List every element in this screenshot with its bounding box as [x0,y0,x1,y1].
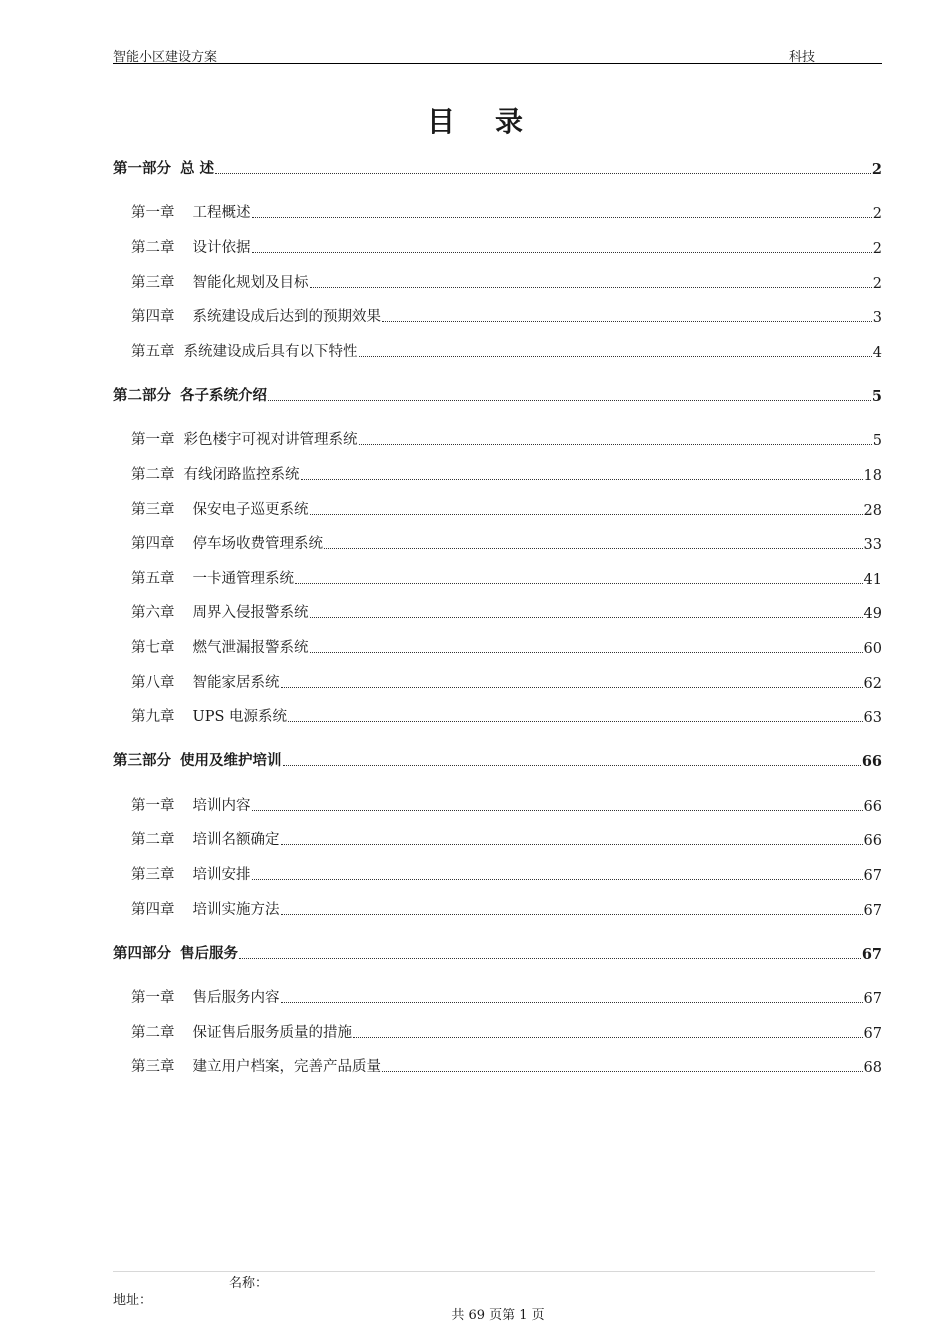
toc-entry-number: 第三章 [131,275,175,291]
header-company: 科技 [789,50,816,65]
toc-entry-title: 一卡通管理系统 [192,571,294,587]
toc-entry-title: 保证售后服务质量的措施 [192,1025,352,1041]
toc-dot-leader [252,251,872,253]
toc-entry-title: 各子系统介绍 [180,387,267,404]
toc-entry-number: 第四章 [131,902,175,918]
toc-entry-number: 第八章 [131,675,175,691]
toc-dot-leader [215,172,871,174]
toc-dot-leader [283,764,861,766]
toc-entry-title: 售后服务 [180,945,238,962]
toc-chapter-entry[interactable] [113,339,882,361]
toc-entry-number: 第六章 [131,605,175,621]
toc-entry-number: 第四章 [131,536,175,552]
toc-chapter-entry[interactable] [113,600,882,622]
toc-chapter-entry[interactable] [113,862,882,884]
toc-dot-leader [359,443,872,445]
toc-chapter-entry[interactable] [113,827,882,849]
toc-entry-page: 67 [861,946,882,963]
toc-entry-title: 建立用户档案，完善产品质量 [192,1059,381,1075]
toc-dot-leader [239,957,861,959]
toc-entry-page: 5 [871,388,882,405]
toc-chapter-entry[interactable] [113,235,882,257]
toc-entry-page: 33 [863,537,882,553]
toc-chapter-entry[interactable] [113,985,882,1007]
toc-entry-page: 49 [863,606,882,622]
toc-entry-page: 67 [863,1026,882,1042]
toc-entry-number: 第二部分 [113,387,171,404]
toc-entry-title: 有线闭路监控系统 [183,467,300,483]
toc-entry-number: 第二章 [131,240,175,256]
toc-entry-number: 第二章 [131,832,175,848]
toc-entry-page: 66 [863,799,882,815]
toc-entry-title: 智能化规划及目标 [192,275,309,291]
toc-chapter-entry[interactable] [113,1054,882,1076]
toc-entry-title: 培训名额确定 [192,832,280,848]
toc-entry-number: 第五章 [131,571,175,587]
toc-part-entry[interactable] [113,383,882,405]
toc-entry-page: 5 [872,433,882,449]
footer-address-label: 地址： [113,1293,153,1308]
toc-chapter-entry[interactable] [113,897,882,919]
toc-entry-page: 28 [863,503,882,519]
toc-entry-page: 62 [863,676,882,692]
toc-dot-leader [252,878,863,880]
toc-dot-leader [295,582,863,584]
toc-entry-number: 第四部分 [113,945,171,962]
footer-name-label: 名称： [229,1276,269,1291]
toc-entry-title: 彩色楼宇可视对讲管理系统 [183,432,358,448]
toc-entry-title: 设计依据 [192,240,251,256]
toc-chapter-entry[interactable] [113,462,882,484]
toc-dot-leader [268,399,871,401]
toc-chapter-entry[interactable] [113,1020,882,1042]
toc-dot-leader [281,1001,863,1003]
toc-entry-title: 智能家居系统 [192,675,280,691]
toc-chapter-entry[interactable] [113,670,882,692]
toc-dot-leader [301,478,863,480]
toc-dot-leader [252,216,872,218]
footer-page-info: 共 69 页第 1 页 [451,1308,545,1323]
toc-entry-page: 68 [863,1060,882,1076]
toc-entry-number: 第一章 [131,990,175,1006]
toc-dot-leader [382,320,872,322]
toc-entry-title: 停车场收费管理系统 [192,536,323,552]
toc-chapter-entry[interactable] [113,270,882,292]
toc-entry-number: 第二章 [131,1025,175,1041]
toc-entry-title: 保安电子巡更系统 [192,502,309,518]
toc-entry-page: 2 [871,161,882,178]
toc-chapter-entry[interactable] [113,635,882,657]
toc-part-entry[interactable] [113,941,882,963]
toc-entry-page: 67 [863,991,882,1007]
toc-entry-number: 第一章 [131,432,175,448]
toc-title: 目录 [426,105,563,138]
toc-chapter-entry[interactable] [113,531,882,553]
toc-chapter-entry[interactable] [113,704,882,726]
toc-entry-title: 系统建设成后具有以下特性 [183,344,358,360]
toc-entry-number: 第三章 [131,502,175,518]
toc-entry-page: 2 [872,206,882,222]
toc-entry-number: 第三章 [131,867,175,883]
toc-dot-leader [310,651,863,653]
toc-dot-leader [288,720,863,722]
toc-entry-title: 培训实施方法 [192,902,280,918]
toc-entry-title: 使用及维护培训 [180,752,282,769]
toc-entry-number: 第三部分 [113,752,171,769]
toc-entry-page: 2 [872,276,882,292]
toc-entry-page: 3 [872,310,882,326]
toc-entry-page: 67 [863,903,882,919]
toc-dot-leader [281,913,863,915]
toc-entry-number: 第九章 [131,709,175,725]
toc-chapter-entry[interactable] [113,427,882,449]
page-header [113,44,882,64]
toc-entry-title: 系统建设成后达到的预期效果 [192,309,381,325]
toc-dot-leader [310,513,863,515]
toc-part-entry[interactable] [113,156,882,178]
toc-entry-title: 培训内容 [192,798,251,814]
toc-dot-leader [382,1070,863,1072]
toc-entry-number: 第四章 [131,309,175,325]
toc-part-entry[interactable] [113,748,882,770]
toc-dot-leader [310,286,872,288]
toc-chapter-entry[interactable] [113,793,882,815]
toc-entry-title: 燃气泄漏报警系统 [192,640,309,656]
toc-dot-leader [353,1036,863,1038]
toc-entry-number: 第一部分 [113,160,171,177]
toc-entry-number: 第一章 [131,798,175,814]
toc-chapter-entry[interactable] [113,200,882,222]
toc-entry-number: 第七章 [131,640,175,656]
toc-entry-number: 第二章 [131,467,175,483]
toc-entry-title: UPS 电源系统 [192,709,288,725]
toc-dot-leader [359,355,872,357]
toc-entry-title: 工程概述 [192,205,251,221]
toc-entry-page: 67 [863,868,882,884]
toc-entry-page: 2 [872,241,882,257]
toc-dot-leader [281,686,863,688]
toc-entry-page: 60 [863,641,882,657]
toc-entry-page: 41 [863,572,882,588]
footer-divider [113,1271,875,1272]
toc-dot-leader [281,843,863,845]
toc-entry-page: 4 [872,345,882,361]
toc-entry-page: 18 [863,468,882,484]
toc-entry-title: 培训安排 [192,867,251,883]
header-document-title: 智能小区建设方案 [113,50,218,65]
toc-entry-page: 66 [863,833,882,849]
toc-dot-leader [252,809,863,811]
toc-entry-title: 总 述 [180,160,215,177]
toc-chapter-entry[interactable] [113,566,882,588]
toc-entry-number: 第一章 [131,205,175,221]
toc-chapter-entry[interactable] [113,497,882,519]
toc-entry-page: 66 [861,753,882,770]
toc-dot-leader [310,616,863,618]
toc-entry-title: 售后服务内容 [192,990,280,1006]
toc-chapter-entry[interactable] [113,304,882,326]
toc-dot-leader [324,547,863,549]
toc-entry-title: 周界入侵报警系统 [192,605,309,621]
toc-entry-number: 第三章 [131,1059,175,1075]
toc-entry-number: 第五章 [131,344,175,360]
toc-entry-page: 63 [863,710,882,726]
